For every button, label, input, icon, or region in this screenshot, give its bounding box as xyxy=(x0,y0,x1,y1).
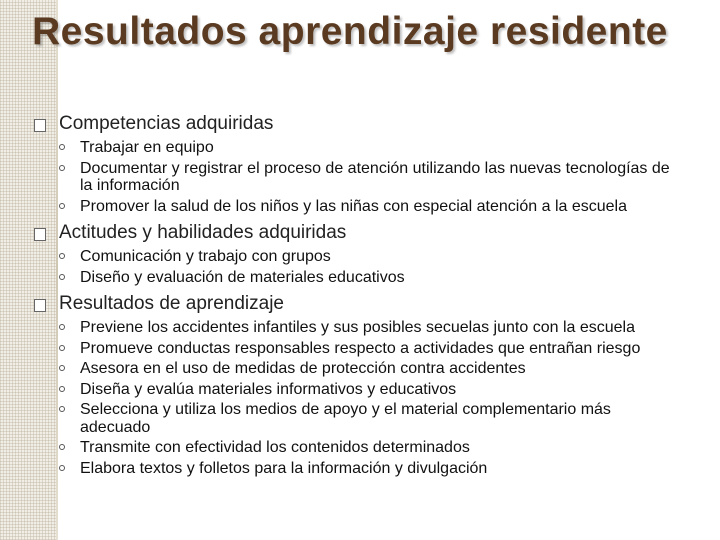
list-item-text: Selecciona y utiliza los medios de apoyo y el material complementario más adecuado xyxy=(80,401,611,436)
list-item-text: Elabora textos y folletos para la información y divulgación xyxy=(80,459,488,477)
section-competencias xyxy=(34,112,684,215)
circle-bullet-icon xyxy=(59,465,65,471)
list-item-text: Documentar y registrar el proceso de atención utilizando las nuevas tecnologías de la información xyxy=(80,159,670,194)
square-bullet-icon xyxy=(34,119,46,132)
section-heading-text: Competencias adquiridas xyxy=(59,113,274,134)
list-item xyxy=(34,198,684,216)
section-actitudes xyxy=(34,221,684,286)
list-item xyxy=(34,381,684,399)
list-item xyxy=(34,319,684,337)
list-item-text: Transmite con efectividad los contenidos determinados xyxy=(80,439,470,456)
list-item xyxy=(34,269,684,287)
list-item xyxy=(34,160,684,195)
circle-bullet-icon xyxy=(59,274,65,280)
section-heading xyxy=(34,112,684,136)
circle-bullet-icon xyxy=(59,165,65,171)
list-item-text: Comunicación y trabajo con grupos xyxy=(80,248,331,265)
list-item xyxy=(34,360,684,378)
circle-bullet-icon xyxy=(59,203,65,209)
slide-title: Resultados aprendizaje residente xyxy=(32,10,668,53)
section-heading xyxy=(34,221,684,245)
list-item-text: Previene los accidentes infantiles y sus posibles secuelas junto con la escuela xyxy=(80,319,635,336)
square-bullet-icon xyxy=(34,228,46,241)
section-heading-text: Resultados de aprendizaje xyxy=(59,293,284,314)
list-item-text: Diseño y evaluación de materiales educativos xyxy=(80,268,405,286)
bullet-list xyxy=(34,248,684,286)
list-item xyxy=(34,139,684,157)
list-item xyxy=(34,459,684,477)
list-item-text: Asesora en el uso de medidas de protección contra accidentes xyxy=(80,360,526,377)
list-item xyxy=(34,401,684,436)
square-bullet-icon xyxy=(34,299,46,312)
list-item-text: Trabajar en equipo xyxy=(80,139,214,156)
circle-bullet-icon xyxy=(59,324,65,330)
circle-bullet-icon xyxy=(59,144,65,150)
list-item xyxy=(34,248,684,266)
section-heading-text: Actitudes y habilidades adquiridas xyxy=(59,222,347,243)
circle-bullet-icon xyxy=(59,406,65,412)
circle-bullet-icon xyxy=(59,444,65,450)
bullet-list xyxy=(34,319,684,477)
list-item-text: Diseña y evalúa materiales informativos y educativos xyxy=(80,380,457,398)
circle-bullet-icon xyxy=(59,253,65,259)
list-item-text: Promueve conductas responsables respecto a actividades que entrañan riesgo xyxy=(80,339,641,357)
circle-bullet-icon xyxy=(59,386,65,392)
section-heading xyxy=(34,292,684,316)
circle-bullet-icon xyxy=(59,345,65,351)
slide-content xyxy=(34,112,684,477)
list-item xyxy=(34,340,684,358)
section-resultados xyxy=(34,292,684,477)
list-item-text: Promover la salud de los niños y las niñas con especial atención a la escuela xyxy=(80,197,627,215)
list-item xyxy=(34,439,684,457)
bullet-list xyxy=(34,139,684,215)
circle-bullet-icon xyxy=(59,365,65,371)
